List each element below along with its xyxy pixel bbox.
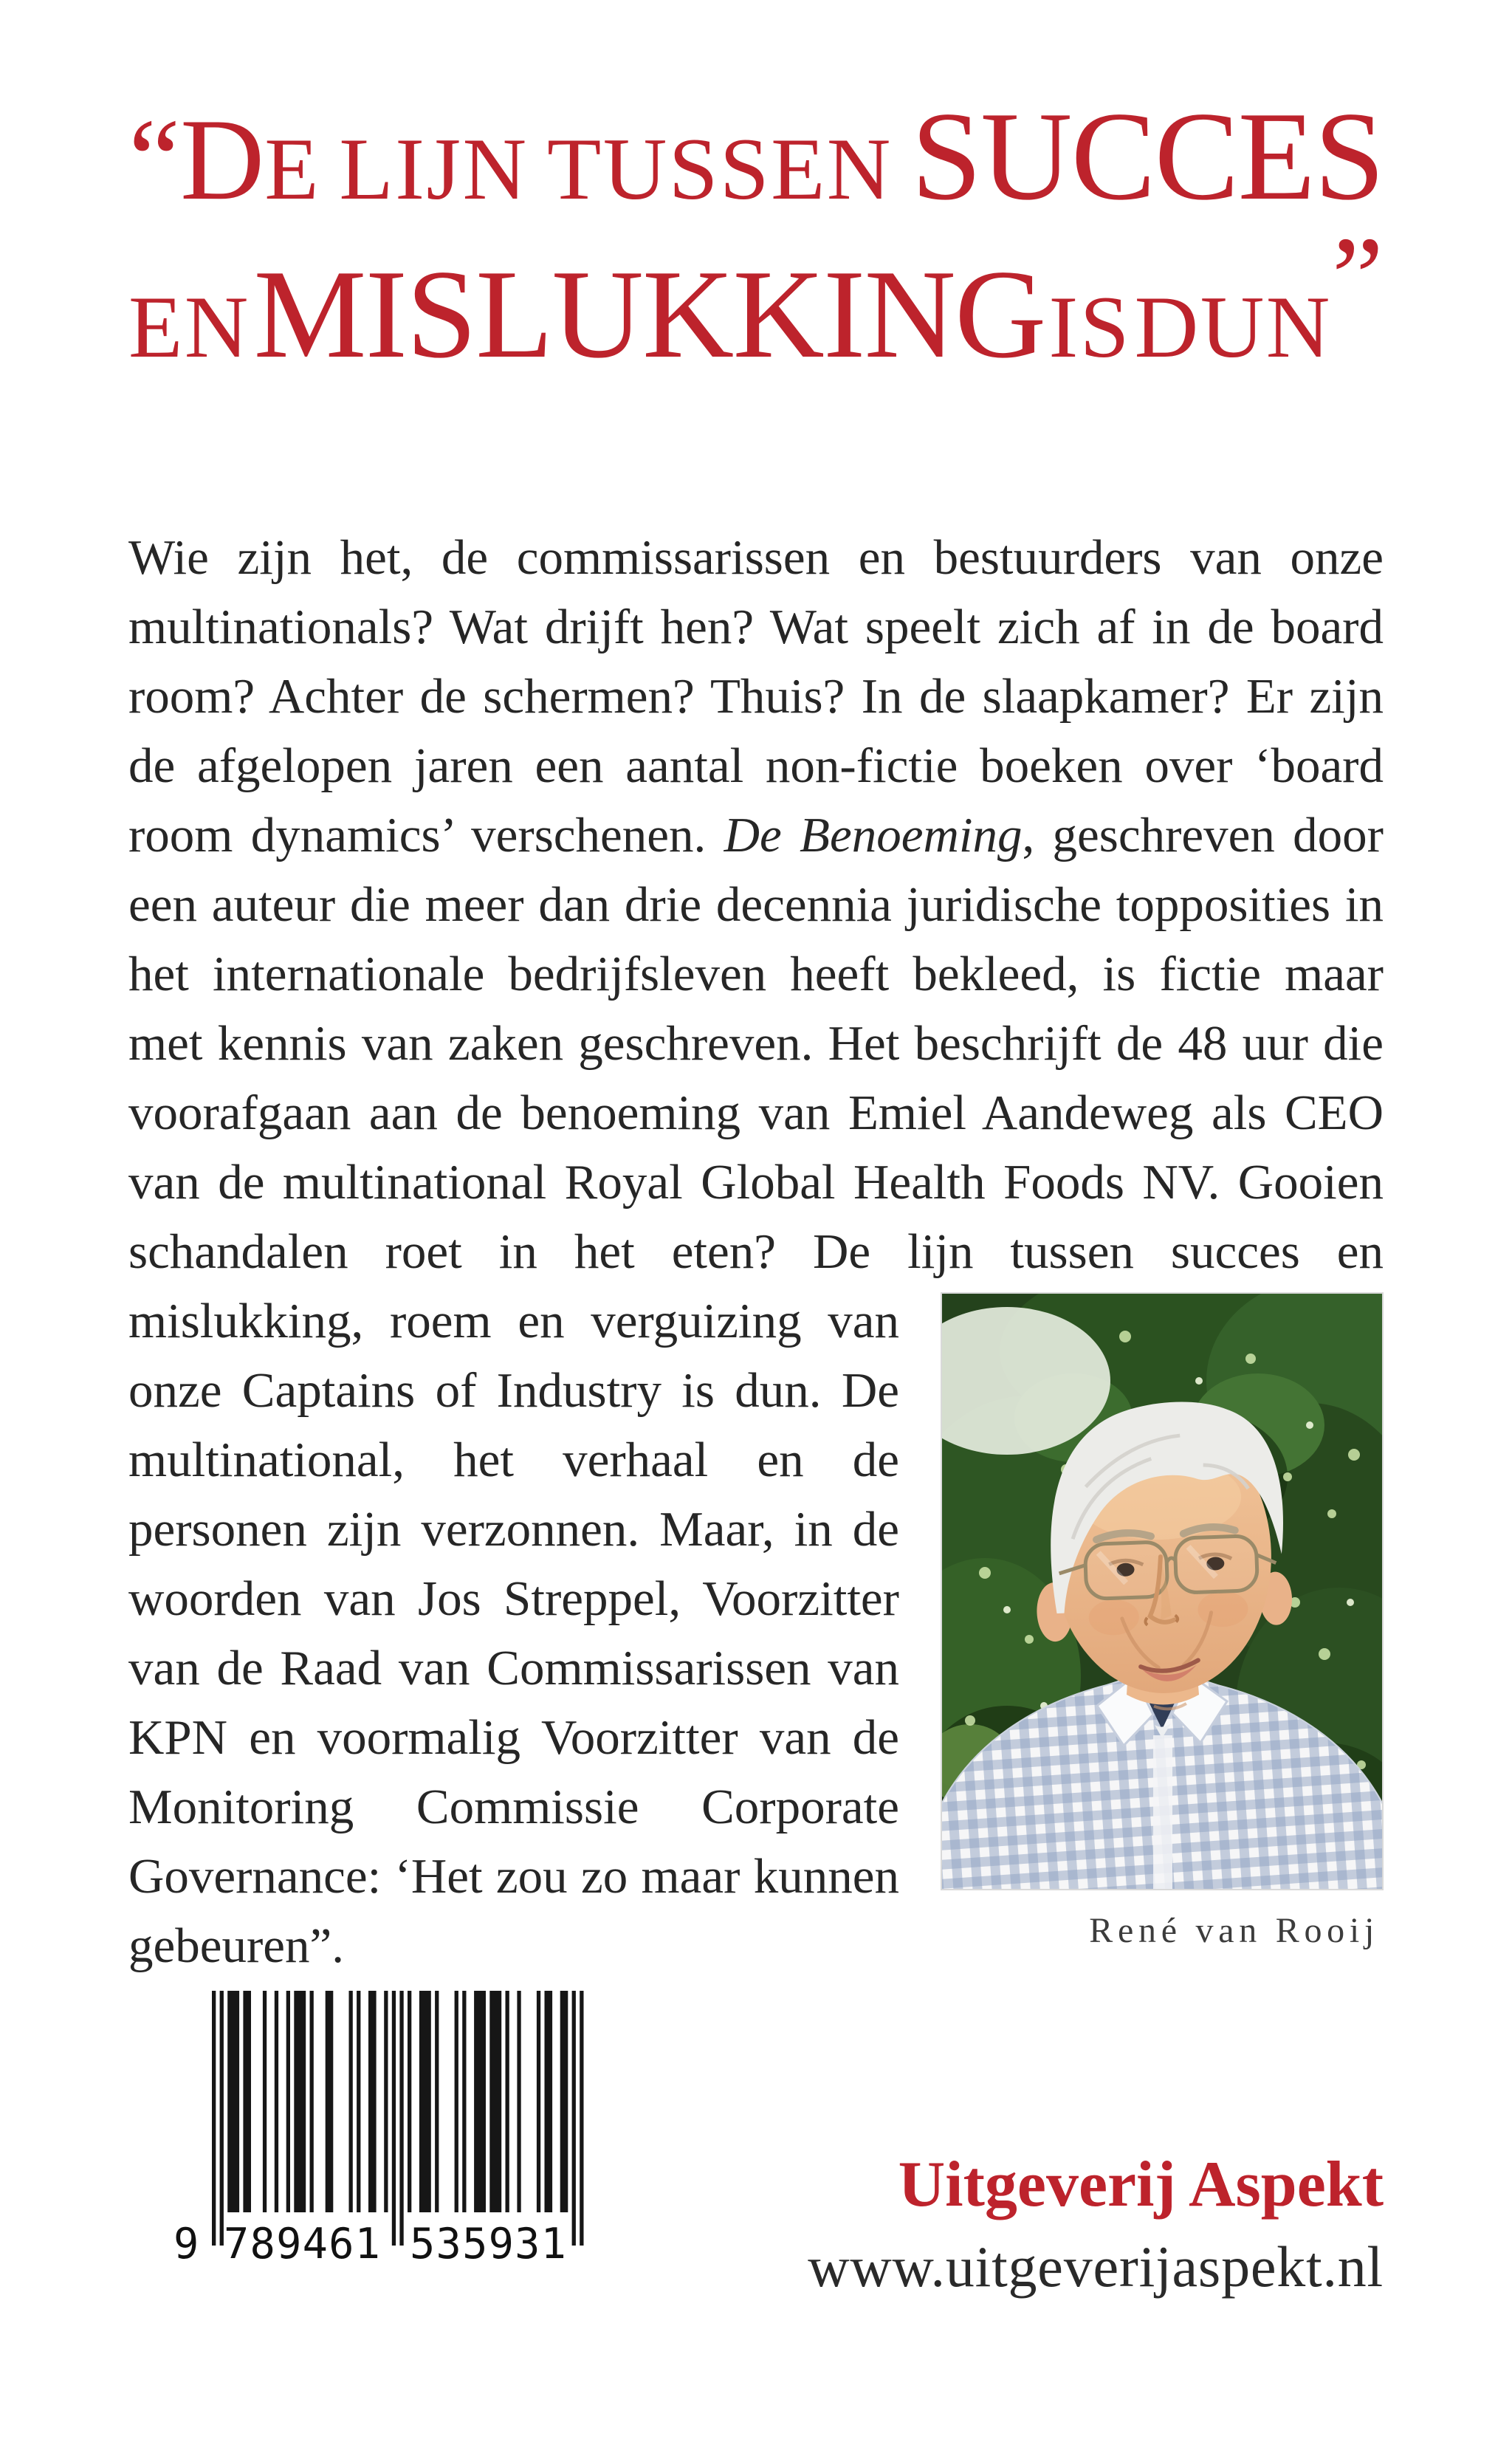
author-photo-illustration	[941, 1292, 1384, 1890]
title-word-en: EN	[128, 278, 250, 376]
open-quote: “	[128, 95, 181, 224]
barcode-digits-right: 535931	[410, 2220, 566, 2265]
blurb-text-1: Wie zijn het, de commissarissen en bestuurders van onze multinationals? Wat drijft hen? Wat speelt zich af in de board room? Achter de schermen? Thuis? In de slaapkamer? Er zijn de afgelopen jaren een aantal non-fictie boeken over ‘board room dynamics’ verschenen.	[128, 530, 1384, 862]
barcode-digits-left: 789461	[224, 2220, 380, 2265]
barcode-bars	[171, 1991, 587, 2265]
photo-caption: René van Rooij	[1089, 1911, 1379, 1950]
publisher-website: www.uitgeverijaspekt.nl	[808, 2234, 1384, 2299]
publisher-name: Uitgeverij Aspekt	[898, 2149, 1384, 2220]
title-quote	[128, 0, 1384, 385]
publisher-block	[808, 2147, 1384, 2300]
book-title: De Benoeming	[724, 808, 1023, 862]
title-word-dun: DUN”	[1134, 213, 1384, 376]
close-quote: ”	[1331, 213, 1384, 343]
barcode	[171, 1991, 587, 2269]
title-word-de: “DE	[128, 95, 320, 224]
title-line-2	[128, 213, 1384, 385]
blurb-text-3: mislukking, roem en verguizing van onze Captains of Industry is dun. De multinational, het verhaal en de personen zijn verzonnen. Maar, in de woorden van Jos Streppel, Voorzitter van de Raad van Commissarissen van KPN en voormalig Voorzitter van de Monitoring Commissie Corporate Governance: ‘Het zou zo maar kunnen gebeuren”.	[128, 1294, 899, 1973]
title-word-is: IS	[1048, 278, 1131, 376]
barcode-digit-lead: 9	[173, 2220, 199, 2265]
title-word-succes: SUCCES	[911, 86, 1384, 227]
blurb	[128, 523, 1384, 1980]
author-photo	[941, 1292, 1384, 1952]
blurb-text-2: , geschreven door een auteur die meer dan drie decennia juridische topposities in het internationale bedrijfsleven heeft bekleed, is fictie maar met kennis van zaken geschreven. Het beschrijft de 48 uur die voorafgaan aan de benoeming van Emiel Aandeweg als CEO van de multinational Royal Global Health Foods NV. Gooien schandalen roet in het eten? De lijn tussen succes en	[128, 808, 1384, 1279]
title-line-1	[128, 86, 1384, 227]
title-word-tussen: TUSSEN	[547, 120, 893, 218]
title-word-mislukking: MISLUKKING	[253, 244, 1045, 385]
title-word-lijn: LIJN	[339, 120, 529, 218]
footer	[128, 1991, 1384, 2300]
